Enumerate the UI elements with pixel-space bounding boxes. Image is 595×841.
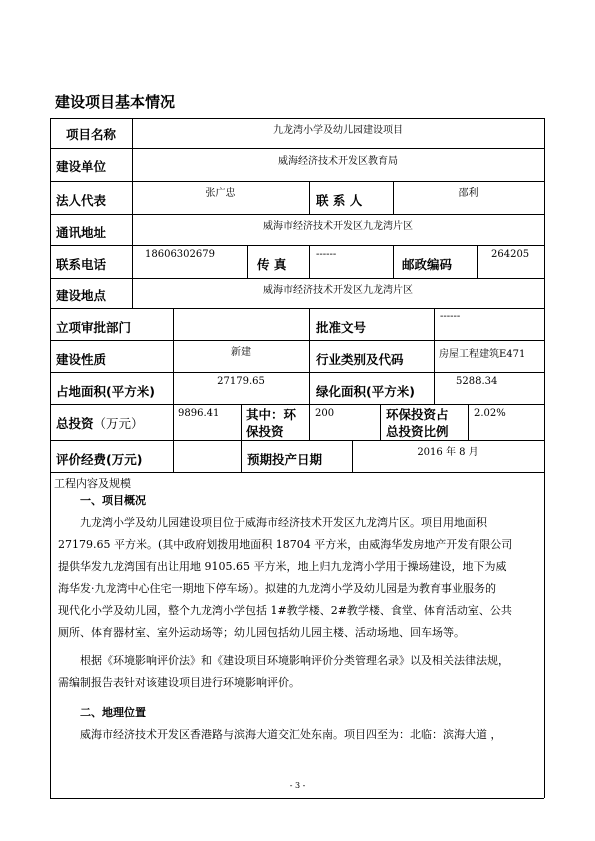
site-value: 威海市经济技术开发区九龙湾片区	[263, 285, 413, 296]
zip-value: 264205	[491, 249, 530, 260]
nature-label: 建设性质	[56, 352, 107, 367]
start-date-value: 2016 年 8 月	[417, 447, 479, 458]
legal-rep-label: 法人代表	[56, 193, 107, 208]
fax-value: ------	[316, 249, 337, 260]
content-header: 工程内容及规模	[54, 477, 131, 490]
area-label: 占地面积(平方米)	[56, 384, 155, 399]
start-date-label: 预期投产日期	[247, 452, 323, 467]
env-ratio-value: 2.02%	[474, 408, 506, 419]
page-number: - 3 -	[289, 781, 306, 790]
phone-label: 联系电话	[56, 257, 107, 272]
area-value: 27179.65	[217, 376, 265, 387]
approval-doc-label: 批准文号	[316, 320, 367, 335]
approval-doc-value: ------	[440, 311, 461, 322]
address-label: 通讯地址	[56, 225, 107, 240]
zip-label: 邮政编码	[402, 257, 453, 272]
paragraph-3: 威海市经济技术开发区香港路与滨海大道交汇处东南。项目四至为：北临：滨海大道 ，	[80, 728, 502, 741]
phone-value: 18606302679	[145, 249, 215, 260]
eval-fee-label: 评价经费(万元)	[56, 452, 143, 467]
section-2-title: 二、地理位置	[80, 706, 146, 719]
env-investment-label: 其中：环 保投资	[246, 407, 297, 439]
page-title: 建设项目基本情况	[55, 93, 176, 111]
contact-value: 邵利	[458, 188, 479, 199]
address-value: 威海市经济技术开发区九龙湾片区	[263, 221, 413, 232]
section-1-title: 一、项目概况	[80, 494, 146, 507]
total-investment-value: 9896.41	[178, 408, 220, 419]
legal-rep-value: 张广忠	[205, 188, 236, 199]
project-name-label: 项目名称	[66, 127, 117, 142]
green-area-label: 绿化面积(平方米)	[316, 384, 415, 399]
paragraph-1: 九龙湾小学及幼儿园建设项目位于威海市经济技术开发区九龙湾片区。项目用地面积 27179.65 平方米。(其中政府划拨用地面积 18704 平方米，由威海华发房地产开发有限公司 提供华发九龙湾国有出让用地 9105.65 平方米，地上归九龙湾小学用于操场建设，地下为威 海华发·九龙湾中心住宅一期地下停车场）。拟建的九龙湾小学及幼儿园是为教育事业服务的 现代化小学及幼儿园，整个九龙湾小学包括 1#教学楼、2#教学楼、食堂、体育活动室、公共 厕所、体育器材室、室外运动场等；幼儿园包括幼儿园主楼、活动场地、回车场等。	[58, 516, 513, 639]
paragraph-2: 根据《环境影响评价法》和《建设项目环境影响评价分类管理名录》以及相关法律法规， 需编制报告表针对该建设项目进行环境影响评价。	[58, 654, 509, 689]
industry-value: 房屋工程建筑E471	[439, 349, 526, 360]
green-area-value: 5288.34	[456, 376, 498, 387]
env-investment-value: 200	[315, 408, 335, 419]
nature-value: 新建	[231, 347, 251, 358]
env-ratio-label: 环保投资占 总投资比例	[386, 407, 449, 439]
builder-label: 建设单位	[56, 159, 107, 174]
builder-value: 威海经济技术开发区教育局	[278, 156, 398, 167]
project-name-value: 九龙湾小学及幼儿园建设项目	[273, 125, 403, 136]
industry-label: 行业类别及代码	[316, 352, 404, 367]
approval-dept-label: 立项审批部门	[56, 320, 132, 335]
contact-label: 联 系 人	[316, 193, 363, 208]
site-label: 建设地点	[56, 288, 107, 303]
total-investment-label: 总投资（万元）	[56, 416, 144, 431]
fax-label: 传 真	[257, 257, 287, 272]
